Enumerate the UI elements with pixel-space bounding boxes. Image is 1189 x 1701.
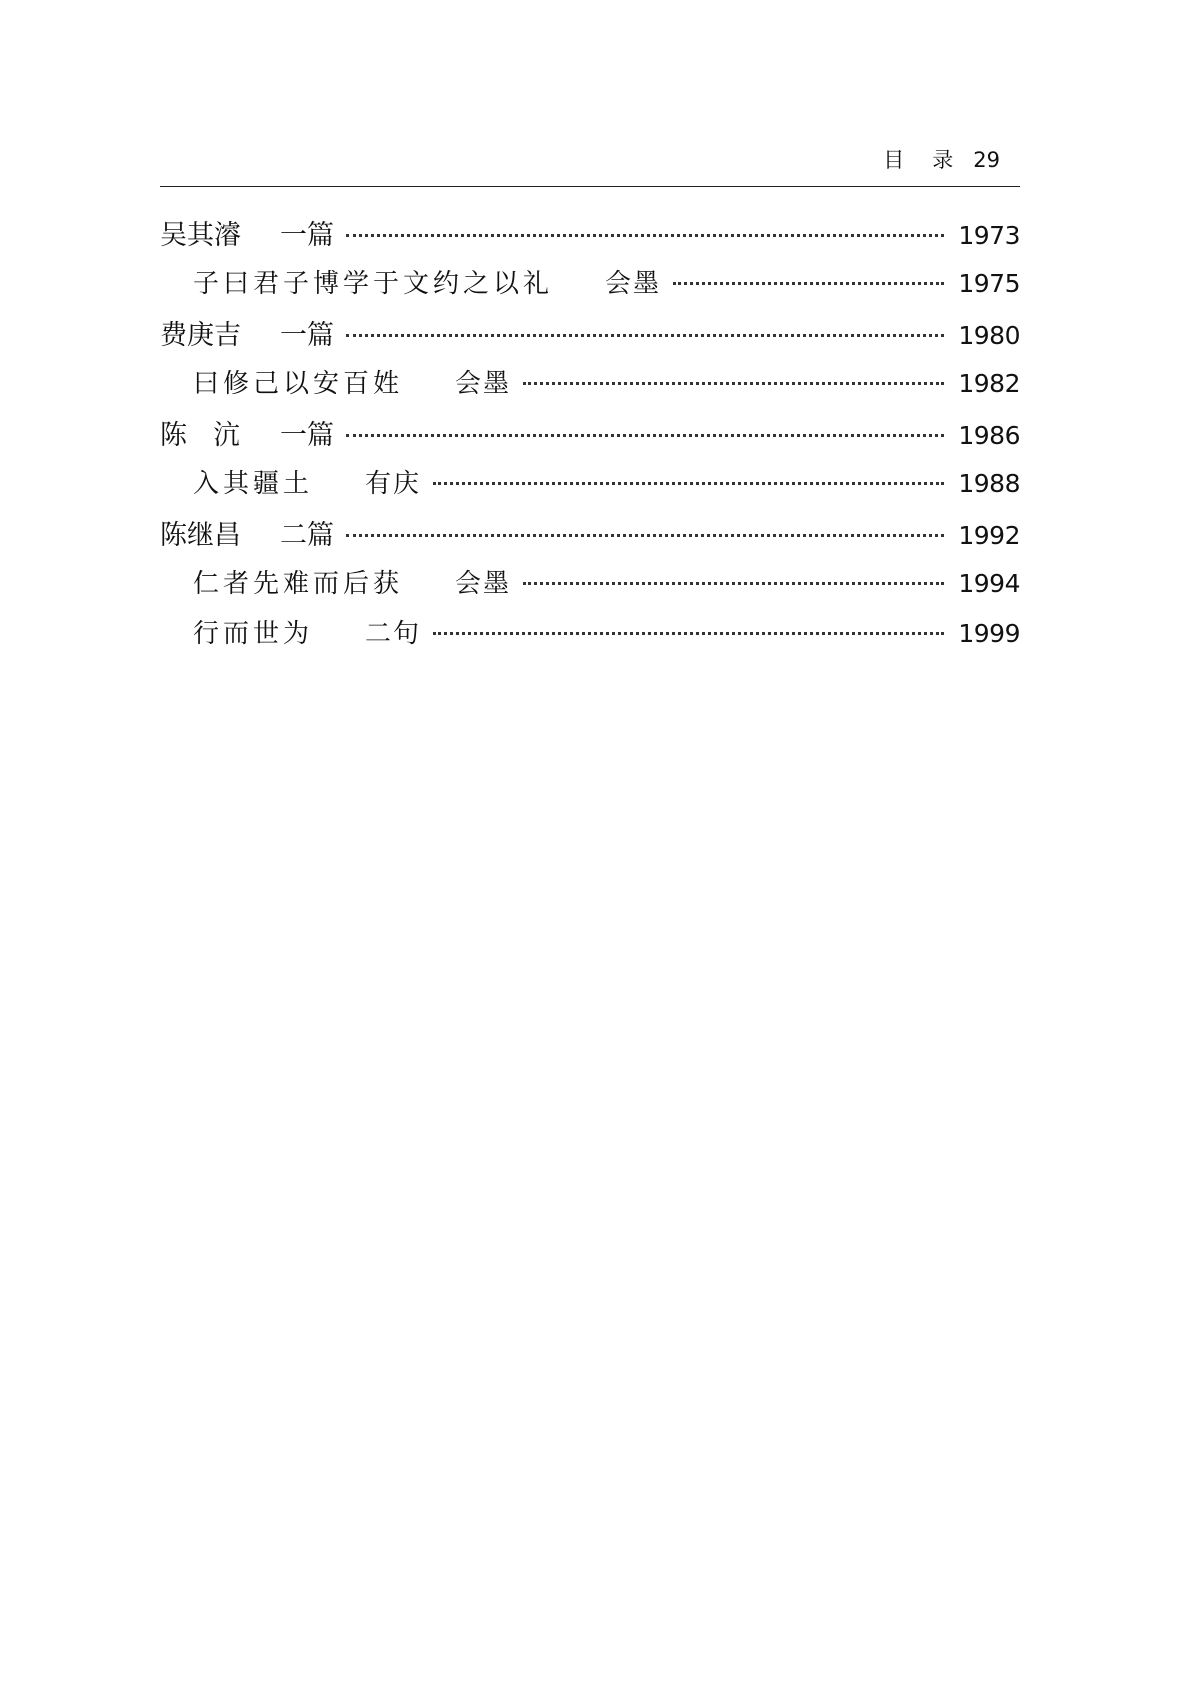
toc-entry-work[interactable] xyxy=(160,263,1020,313)
toc-entry-work[interactable] xyxy=(160,363,1020,413)
page-number: 1973 xyxy=(958,221,1020,250)
toc-entry-author[interactable] xyxy=(160,513,1020,563)
page-number: 1999 xyxy=(958,619,1020,648)
page-number: 1994 xyxy=(958,569,1020,598)
dot-leader xyxy=(523,582,944,585)
page-number: 1992 xyxy=(958,521,1020,550)
author-name: 吴其濬 xyxy=(160,220,241,251)
toc-entry-work[interactable] xyxy=(160,613,1020,663)
work-note: 有庆 xyxy=(365,469,422,499)
toc-entry-author[interactable] xyxy=(160,313,1020,363)
author-name: 陈沆 xyxy=(160,420,266,451)
work-title: 子曰君子博学于文约之以礼 xyxy=(193,269,554,299)
toc-entry-work[interactable] xyxy=(160,463,1020,513)
toc-entry-author[interactable] xyxy=(160,213,1020,263)
dot-leader xyxy=(346,534,944,537)
toc-entry-author[interactable] xyxy=(160,413,1020,463)
piece-count: 一篇 xyxy=(280,220,334,251)
header-title: 目录 xyxy=(883,148,982,172)
running-header xyxy=(160,140,1020,187)
work-title: 仁者先难而后获 xyxy=(193,569,404,599)
work-title: 行而世为 xyxy=(193,619,314,649)
dot-leader xyxy=(523,382,944,385)
dot-leader xyxy=(433,632,944,635)
toc-entry-work[interactable] xyxy=(160,563,1020,613)
author-name: 费庚吉 xyxy=(160,320,241,351)
work-note: 二句 xyxy=(365,619,422,649)
work-title: 曰修己以安百姓 xyxy=(193,369,404,399)
page-number: 1988 xyxy=(958,469,1020,498)
page-number: 1982 xyxy=(958,369,1020,398)
piece-count: 二篇 xyxy=(280,520,334,551)
page-number: 1986 xyxy=(958,421,1020,450)
dot-leader xyxy=(433,482,944,485)
piece-count: 一篇 xyxy=(280,320,334,351)
table-of-contents xyxy=(160,213,1020,663)
author-name: 陈继昌 xyxy=(160,520,241,551)
dot-leader xyxy=(346,434,944,437)
dot-leader xyxy=(346,334,944,337)
dot-leader xyxy=(673,282,944,285)
dot-leader xyxy=(346,234,944,237)
page-number: 1980 xyxy=(958,321,1020,350)
work-note: 会墨 xyxy=(455,569,512,599)
header-page-number: 29 xyxy=(973,148,1000,172)
piece-count: 一篇 xyxy=(280,420,334,451)
work-title: 入其疆土 xyxy=(193,469,314,499)
work-note: 会墨 xyxy=(455,369,512,399)
header-right xyxy=(883,144,1000,174)
work-note: 会墨 xyxy=(605,269,662,299)
page-number: 1975 xyxy=(958,269,1020,298)
